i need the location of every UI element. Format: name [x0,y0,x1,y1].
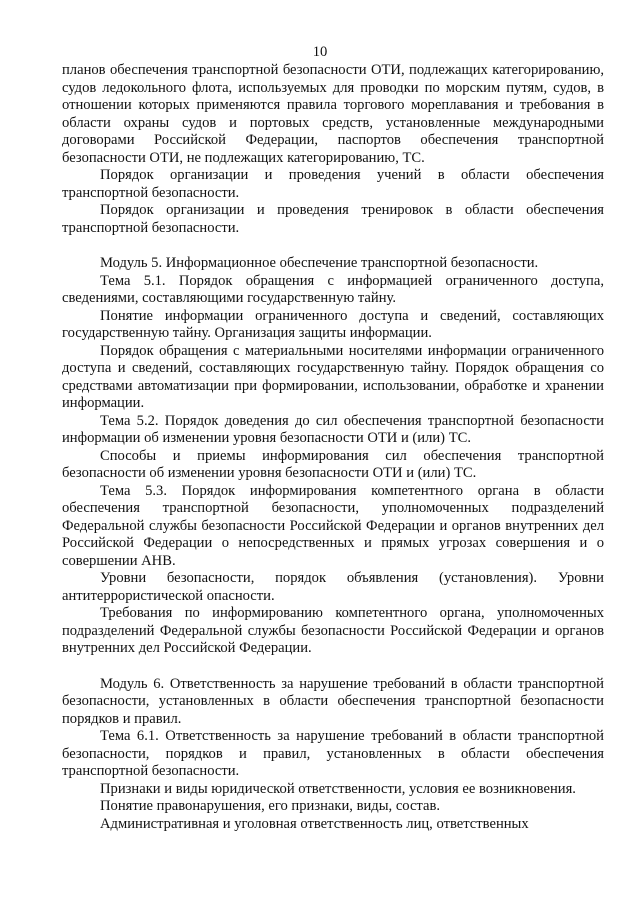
topic-heading: Тема 5.2. Порядок доведения до сил обеспечения транспортной безопасности информации об изменении уровня безопасности ОТИ и (или) ТС. [62,412,604,446]
module-heading: Модуль 5. Информационное обеспечение транспортной безопасности. [100,255,539,271]
topic-heading: Тема 6.1. Ответственность за нарушение требований в области транспортной безопасности, порядков и правил, установленных в области обеспечения транспортной безопасности. [62,728,604,779]
paragraph: Порядок организации и проведения учений в области обеспечения транспортной безопасности. [62,167,604,201]
paragraph: Способы и приемы информирования сил обеспечения транспортной безопасности об изменении уровня безопасности ОТИ и (или) ТС. [62,447,604,481]
paragraph-continuation: планов обеспечения транспортной безопасности ОТИ, подлежащих категорированию, судов ледокольного флота, используемых для проводки по морским путям, судов, в отношении которых применяются правила торгового мореплавания и требования в области охраны судов и портовых средств, установленные международными договорами Российской Федерации, паспортов обеспечения транспортной безопасности ОТИ, не подлежащих категорированию, ТС. [62,62,604,166]
paragraph: Порядок обращения с материальными носителями информации ограниченного доступа и сведений, составляющих государственную тайну. Порядок обращения со средствами автоматизации при формировании, использовании, обработке и хранении информации. [62,342,604,411]
document-body [62,62,604,833]
paragraph: Требования по информированию компетентного органа, уполномоченных подразделений Федеральной службы безопасности Российской Федерации и органов внутренних дел Российской Федерации. [62,605,604,656]
paragraph: Уровни безопасности, порядок объявления (установления). Уровни антитеррористической опасности. [62,570,604,604]
page-number: 10 [312,44,328,60]
topic-heading: Тема 5.1. Порядок обращения с информацией ограниченного доступа, сведениями, составляющими государственную тайну. [62,272,604,306]
paragraph: Признаки и виды юридической ответственности, условия ее возникновения. [100,780,576,797]
paragraph: Понятие правонарушения, его признаки, виды, состав. [100,798,441,814]
module-heading: Модуль 6. Ответственность за нарушение требований в области транспортной безопасности, установленных в области обеспечения транспортной безопасности порядков и правил. [62,675,604,727]
paragraph: Порядок организации и проведения тренировок в области обеспечения транспортной безопасности. [62,202,604,236]
paragraph: Понятие информации ограниченного доступа и сведений, составляющих государственную тайну. Организация защиты информации. [62,307,604,341]
paragraph-truncated: Административная и уголовная ответственность лиц, ответственных [100,815,529,832]
topic-heading: Тема 5.3. Порядок информирования компетентного органа в области обеспечения транспортной безопасности, уполномоченных подразделений Федеральной службы безопасности Российской Федерации и органов внутренних дел Российской Федерации о непосредственных и прямых угрозах совершения и о совершении АНВ. [62,482,604,569]
